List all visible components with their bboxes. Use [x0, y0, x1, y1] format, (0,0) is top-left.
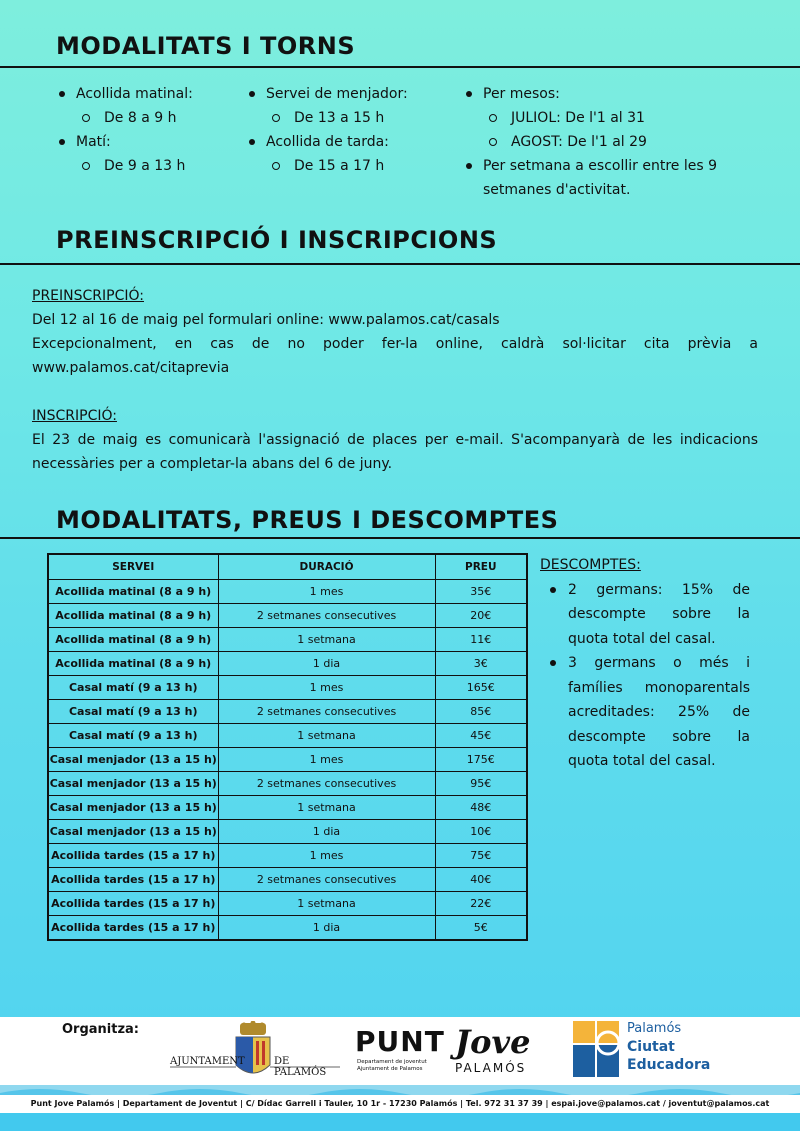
inscripcio-block: [32, 404, 758, 476]
cell-duracio: 1 mes: [218, 844, 435, 868]
punt-text: PUNT: [355, 1025, 445, 1058]
cell-duracio: 2 setmanes consecutives: [218, 772, 435, 796]
table-row: [48, 724, 527, 748]
cell-duracio: 1 setmana: [218, 724, 435, 748]
table-row: [48, 868, 527, 892]
section-title-preus: MODALITATS, PREUS I DESCOMPTES: [56, 506, 559, 534]
sub-bullet-item: JULIOL: De l'1 al 31: [463, 106, 723, 130]
punt-jove-logo: [355, 1023, 545, 1083]
table-row: [48, 748, 527, 772]
cell-preu: 95€: [435, 772, 527, 796]
torns-column-2: [246, 82, 408, 178]
cell-duracio: 1 setmana: [218, 796, 435, 820]
ciutat-line-1: Palamós: [627, 1021, 682, 1036]
cell-duracio: 2 setmanes consecutives: [218, 868, 435, 892]
preinscripcio-heading: PREINSCRIPCIÓ:: [32, 288, 144, 304]
header-preu: PREU: [435, 554, 527, 580]
cell-servei: Acollida matinal (8 a 9 h): [48, 580, 218, 604]
table-row: [48, 844, 527, 868]
sub-bullet-item: De 13 a 15 h: [246, 106, 408, 130]
cell-duracio: 1 setmana: [218, 628, 435, 652]
cell-servei: Acollida matinal (8 a 9 h): [48, 652, 218, 676]
cell-duracio: 1 mes: [218, 580, 435, 604]
cell-preu: 20€: [435, 604, 527, 628]
cell-preu: 45€: [435, 724, 527, 748]
table-row: [48, 916, 527, 941]
cell-servei: Casal matí (9 a 13 h): [48, 724, 218, 748]
cell-servei: Casal matí (9 a 13 h): [48, 676, 218, 700]
title-rule: [0, 537, 800, 539]
organitza-label: Organitza:: [62, 1022, 140, 1037]
descompte-item: 3 germans o més i famílies monoparentals acreditades: 25% de descompte sobre la quota total del casal.: [540, 651, 750, 774]
table-row: [48, 820, 527, 844]
ajuntament-right-text: DE PALAMÓS: [274, 1056, 327, 1078]
cell-preu: 10€: [435, 820, 527, 844]
torns-column-1: [56, 82, 193, 178]
table-row: [48, 796, 527, 820]
cell-servei: Casal menjador (13 a 15 h): [48, 772, 218, 796]
table-row: [48, 604, 527, 628]
footer-logos-area: [0, 1017, 800, 1085]
table-row: [48, 652, 527, 676]
bullet-item: Acollida de tarda:: [246, 130, 408, 154]
cell-servei: Acollida tardes (15 a 17 h): [48, 844, 218, 868]
title-rule: [0, 66, 800, 68]
cell-servei: Casal menjador (13 a 15 h): [48, 748, 218, 772]
punt-palamos-text: PALAMÓS: [455, 1061, 527, 1075]
header-servei: SERVEI: [48, 554, 218, 580]
cell-servei: Casal matí (9 a 13 h): [48, 700, 218, 724]
ciutat-line-3: Educadora: [627, 1057, 711, 1073]
table-header-row: [48, 554, 527, 580]
cell-servei: Acollida tardes (15 a 17 h): [48, 892, 218, 916]
cell-duracio: 1 setmana: [218, 892, 435, 916]
cell-servei: Casal menjador (13 a 15 h): [48, 796, 218, 820]
preinscripcio-line-1: Del 12 al 16 de maig pel formulari online: www.palamos.cat/casals: [32, 312, 500, 328]
cell-preu: 165€: [435, 676, 527, 700]
descomptes-block: [540, 553, 750, 774]
bullet-item: Matí:: [56, 130, 193, 154]
ciutat-line-2: Ciutat: [627, 1039, 675, 1055]
cell-preu: 22€: [435, 892, 527, 916]
sub-bullet-item: AGOST: De l'1 al 29: [463, 130, 723, 154]
cell-servei: Acollida tardes (15 a 17 h): [48, 916, 218, 941]
table-row: [48, 892, 527, 916]
cell-servei: Acollida matinal (8 a 9 h): [48, 628, 218, 652]
table-row: [48, 676, 527, 700]
torns-column-3: [463, 82, 723, 202]
bullet-item: Acollida matinal:: [56, 82, 193, 106]
cell-preu: 35€: [435, 580, 527, 604]
section-title-preinscripcio: PREINSCRIPCIÓ I INSCRIPCIONS: [56, 226, 498, 254]
section-title-modalitats-torns: MODALITATS I TORNS: [56, 32, 356, 60]
bullet-item: Per setmana a escollir entre les 9 setmanes d'activitat.: [463, 154, 723, 202]
cell-duracio: 1 dia: [218, 916, 435, 941]
ajuntament-left-text: AJUNTAMENT: [170, 1056, 245, 1067]
cell-servei: Casal menjador (13 a 15 h): [48, 820, 218, 844]
sub-bullet-item: De 15 a 17 h: [246, 154, 408, 178]
cell-servei: Acollida matinal (8 a 9 h): [48, 604, 218, 628]
cell-preu: 5€: [435, 916, 527, 941]
bottom-band: [0, 1113, 800, 1131]
punt-sub-2: Ajuntament de Palamos: [357, 1066, 423, 1072]
cell-preu: 75€: [435, 844, 527, 868]
ajuntament-logo: [170, 1021, 340, 1083]
cell-duracio: 2 setmanes consecutives: [218, 604, 435, 628]
table-row: [48, 580, 527, 604]
cell-preu: 3€: [435, 652, 527, 676]
cell-duracio: 1 dia: [218, 652, 435, 676]
preinscripcio-block: [32, 284, 758, 380]
footer-contact: Punt Jove Palamós | Departament de Joventut | C/ Dídac Garrell i Tauler, 10 1r - 17230 Palamós | Tel. 972 31 37 39 | espai.jove@palamos.cat / joventut@palamos.cat: [0, 1095, 800, 1113]
title-rule: [0, 263, 800, 265]
jove-text: Jove: [455, 1023, 531, 1061]
descompte-item: 2 germans: 15% de descompte sobre la quota total del casal.: [540, 578, 750, 652]
cell-preu: 175€: [435, 748, 527, 772]
punt-sub-1: Departament de joventut: [357, 1059, 427, 1065]
cell-duracio: 1 mes: [218, 676, 435, 700]
header-duracio: DURACIÓ: [218, 554, 435, 580]
cell-duracio: 1 mes: [218, 748, 435, 772]
ciutat-educadora-logo: [573, 1021, 733, 1081]
table-row: [48, 628, 527, 652]
cell-preu: 40€: [435, 868, 527, 892]
cell-duracio: 2 setmanes consecutives: [218, 700, 435, 724]
table-row: [48, 772, 527, 796]
inscripcio-text: El 23 de maig es comunicarà l'assignació de places per e-mail. S'acompanyarà de les indicacions necessàries per a completar-la abans del 6 de juny.: [32, 432, 758, 472]
bullet-item: Per mesos:: [463, 82, 723, 106]
inscripcio-heading: INSCRIPCIÓ:: [32, 408, 117, 424]
sub-bullet-item: De 8 a 9 h: [56, 106, 193, 130]
cell-preu: 48€: [435, 796, 527, 820]
sub-bullet-item: De 9 a 13 h: [56, 154, 193, 178]
fees-table: [47, 553, 528, 941]
descomptes-heading: DESCOMPTES:: [540, 557, 641, 573]
ciutat-educadora-icon: [573, 1021, 619, 1077]
cell-preu: 85€: [435, 700, 527, 724]
cell-servei: Acollida tardes (15 a 17 h): [48, 868, 218, 892]
preinscripcio-line-2: Excepcionalment, en cas de no poder fer-la online, caldrà sol·licitar cita prèvia a www.palamos.cat/citaprevia: [32, 336, 758, 376]
table-row: [48, 700, 527, 724]
cell-duracio: 1 dia: [218, 820, 435, 844]
bullet-item: Servei de menjador:: [246, 82, 408, 106]
cell-preu: 11€: [435, 628, 527, 652]
